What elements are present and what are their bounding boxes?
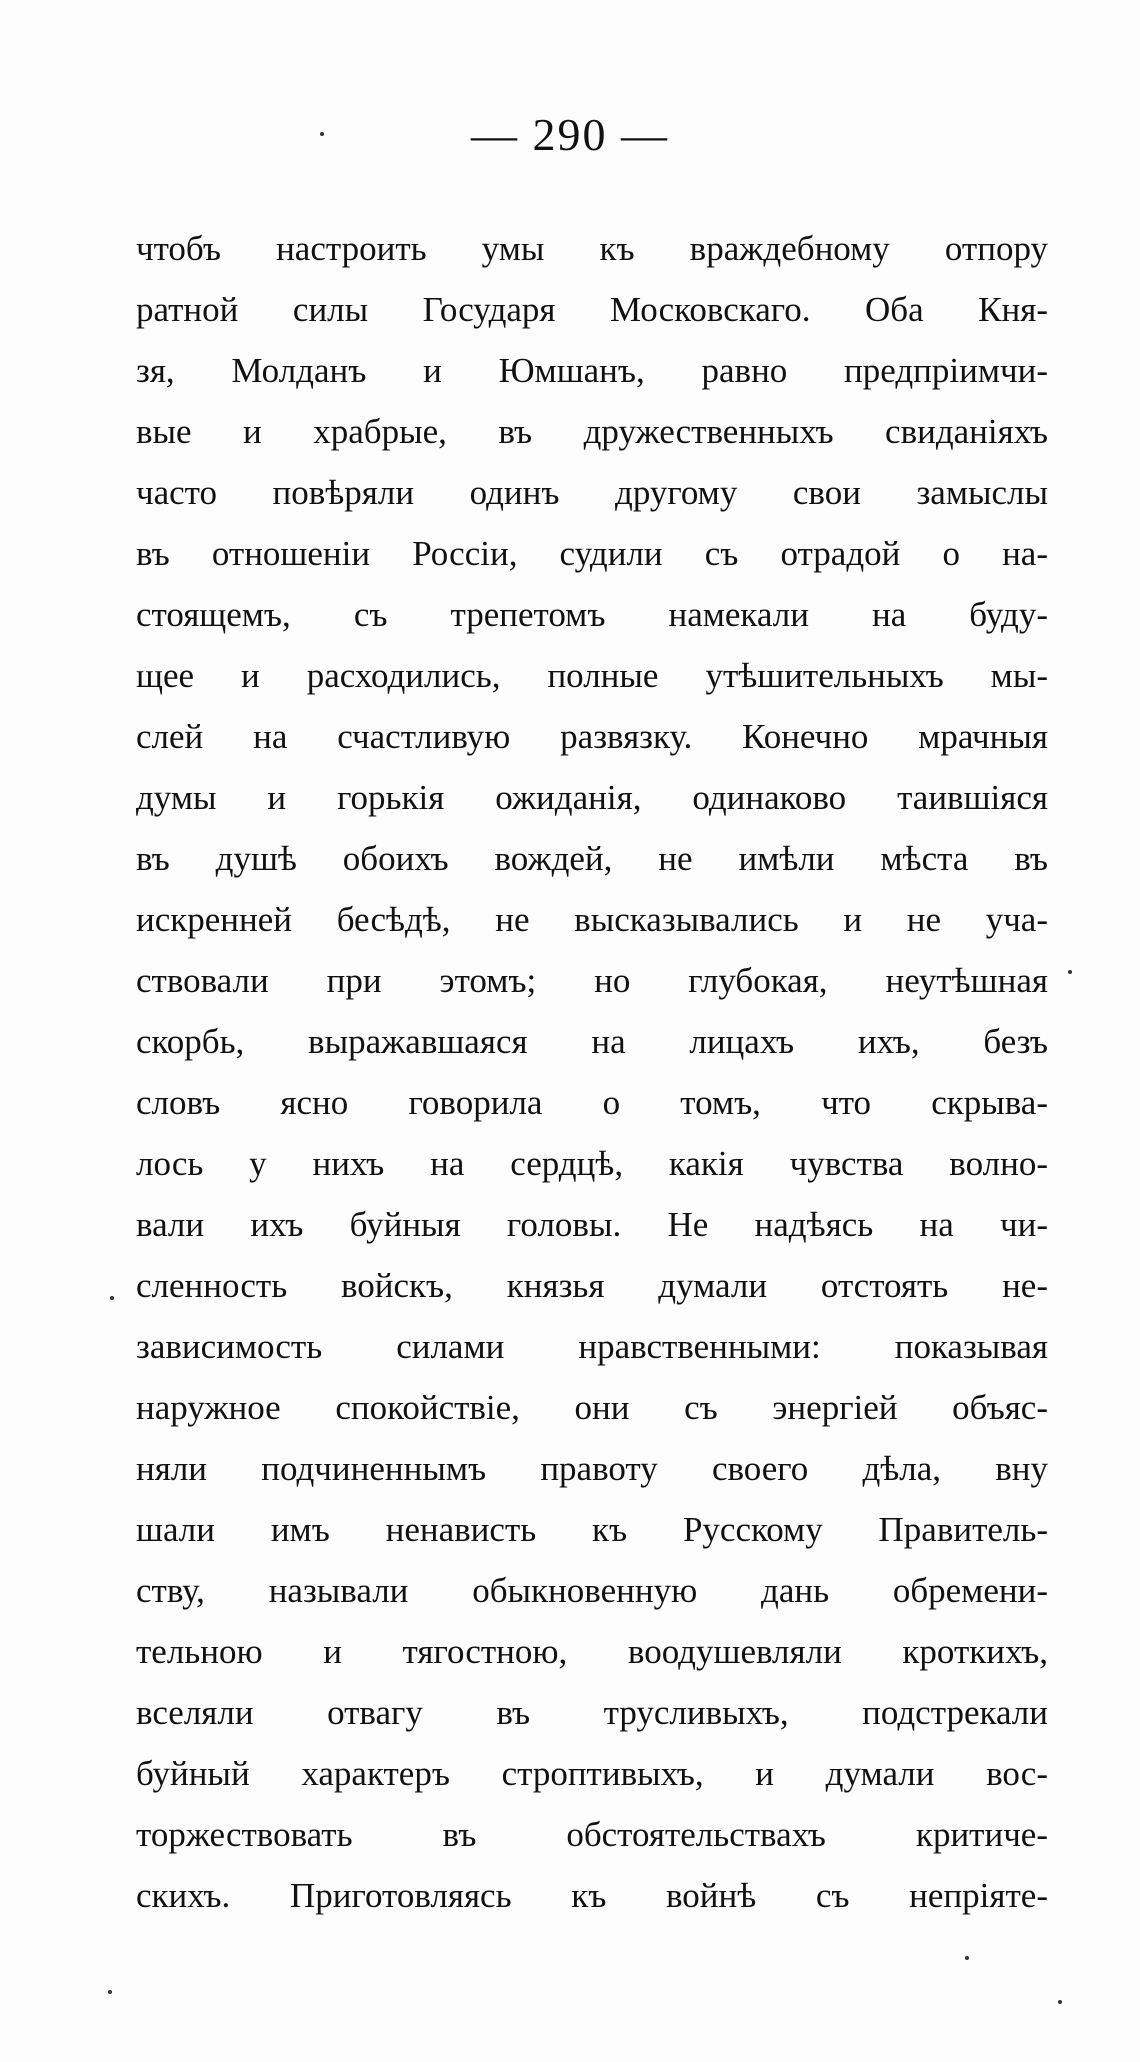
text-line: зя, Молданъ и Юмшанъ, равно предпріимчи- [136,351,1048,390]
text-line: ствовали при этомъ; но глубокая, неутѣшная [136,961,1048,1000]
text-line: лось у нихъ на сердцѣ, какія чувства волно- [136,1144,1048,1183]
text-line: ратной силы Государя Московскаго. Оба Кня- [136,290,1048,329]
scan-speck [1068,970,1072,974]
text-line: скихъ. Приготовляясь къ войнѣ съ непріяте- [136,1876,1048,1915]
text-line: вые и храбрые, въ дружественныхъ свиданіяхъ [136,412,1048,451]
text-line: сленность войскъ, князья думали отстоять не- [136,1266,1048,1305]
scan-speck [108,1990,112,1994]
body-text [136,218,1048,1926]
scan-speck [1058,2000,1062,2004]
text-line: въ душѣ обоихъ вождей, не имѣли мѣста въ [136,839,1048,878]
text-line: слей на счастливую развязку. Конечно мрачныя [136,717,1048,756]
text-line: няли подчиненнымъ правоту своего дѣла, вну [136,1449,1048,1488]
text-line: въ отношеніи Россіи, судили съ отрадой о на- [136,534,1048,573]
text-line: скорбь, выражавшаяся на лицахъ ихъ, безъ [136,1022,1048,1061]
scan-speck [320,132,324,136]
text-line: стоящемъ, съ трепетомъ намекали на буду- [136,595,1048,634]
text-line: чтобъ настроить умы къ враждебному отпору [136,229,1048,268]
text-line: ству, называли обыкновенную дань обремени- [136,1571,1048,1610]
scan-speck [110,1296,114,1300]
text-line: тельною и тягостною, воодушевляли кроткихъ, [136,1632,1048,1671]
text-line: наружное спокойствіе, они съ энергіей объяс- [136,1388,1048,1427]
text-line: вселяли отвагу въ трусливыхъ, подстрекали [136,1693,1048,1732]
text-line: шали имъ ненависть къ Русскому Правитель- [136,1510,1048,1549]
scan-speck [965,1956,969,1960]
text-line: словъ ясно говорила о томъ, что скрыва- [136,1083,1048,1122]
text-line: искренней бесѣдѣ, не высказывались и не уча- [136,900,1048,939]
text-line: часто повѣряли одинъ другому свои замыслы [136,473,1048,512]
page-number: — 290 — [471,109,669,160]
text-line: буйный характеръ строптивыхъ, и думали вос- [136,1754,1048,1793]
text-line: зависимость силами нравственными: показывая [136,1327,1048,1366]
text-line: торжествовать въ обстоятельствахъ критиче- [136,1815,1048,1854]
text-line: вали ихъ буйныя головы. Не надѣясь на чи- [136,1205,1048,1244]
text-line: щее и расходились, полные утѣшительныхъ мы- [136,656,1048,695]
text-line: думы и горькія ожиданія, одинаково таившіяся [136,778,1048,817]
